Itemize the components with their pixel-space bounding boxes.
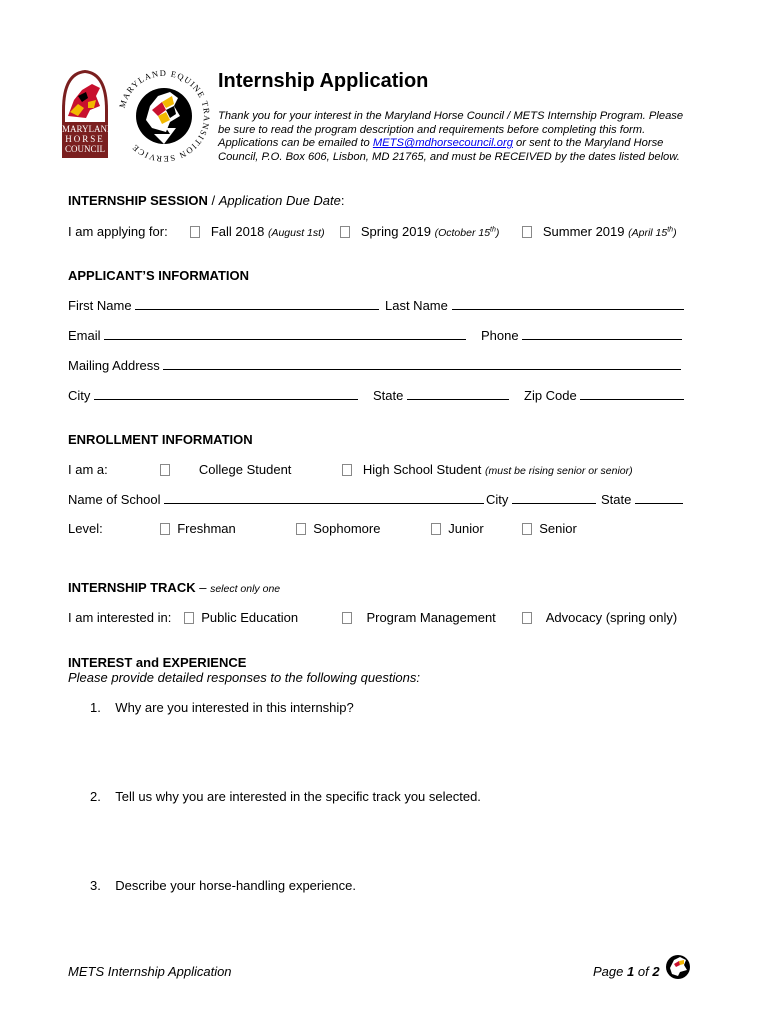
question-3: 3. Describe your horse-handling experience. [90, 878, 356, 893]
checkbox[interactable] [190, 226, 200, 238]
session-fall-label: Fall 2018 [210, 224, 265, 239]
level-label: Level: [68, 521, 103, 536]
email-row [68, 328, 466, 343]
mhc-logo-text-1: MARYLAND [62, 124, 114, 134]
first-name-label: First Name [68, 298, 132, 313]
checkbox[interactable] [342, 464, 352, 476]
footer-horse-icon [664, 952, 692, 982]
track-public-education[interactable] [184, 610, 298, 625]
page-word: Page [593, 964, 624, 979]
school-field[interactable] [164, 492, 484, 504]
session-spring-sup: th [490, 226, 496, 234]
session-option-fall[interactable] [190, 224, 325, 239]
track-heading: INTERNSHIP TRACK – select only one [68, 580, 281, 595]
school-city-label: City [486, 492, 509, 507]
city-field[interactable] [94, 388, 358, 400]
level-junior[interactable] [431, 521, 484, 536]
mets-logo [114, 66, 214, 166]
of-word: of [637, 964, 649, 979]
zip-field[interactable] [580, 388, 684, 400]
school-row [68, 492, 484, 507]
mailing-row [68, 358, 681, 373]
checkbox[interactable] [522, 226, 532, 238]
mhc-logo-text-3: COUNCIL [65, 144, 105, 154]
session-spring-label: Spring 2019 [360, 224, 431, 239]
zip-label: Zip Code [524, 388, 577, 403]
level-senior-label: Senior [539, 521, 577, 536]
intro-text [218, 110, 698, 164]
checkbox[interactable] [160, 523, 170, 535]
level-sophomore[interactable] [296, 521, 380, 536]
question-3-text: Describe your horse-handling experience. [115, 878, 356, 893]
first-name-row [68, 298, 379, 313]
city-row [68, 388, 358, 403]
interest-heading: INTEREST and EXPERIENCE [68, 655, 247, 670]
session-heading-suffix: Application Due Date [218, 193, 341, 208]
track-program-management[interactable] [342, 610, 496, 625]
checkbox[interactable] [342, 612, 352, 624]
session-spring-date: (October 15 [434, 227, 491, 239]
enrollment-heading: ENROLLMENT INFORMATION [68, 432, 253, 447]
city-label: City [68, 388, 91, 403]
high-school-option[interactable] [342, 462, 633, 477]
track-program-management-label: Program Management [366, 610, 496, 625]
mailing-field[interactable] [163, 358, 681, 370]
state-row [373, 388, 509, 403]
svg-text:MARYLAND EQUINE TRANSITION SER: MARYLAND EQUINE TRANSITION SERVICE [116, 67, 213, 165]
page-title: Internship Application [218, 70, 429, 92]
session-summer-sup: th [667, 226, 674, 234]
checkbox[interactable] [522, 523, 532, 535]
track-public-education-label: Public Education [201, 610, 299, 625]
phone-label: Phone [481, 328, 519, 343]
question-2-text: Tell us why you are interested in the specific track you selected. [115, 789, 481, 804]
mailing-label: Mailing Address [68, 358, 160, 373]
page-total: 2 [652, 964, 660, 979]
session-fall-date: (August 1st) [267, 227, 325, 239]
session-heading: INTERNSHIP SESSION / Application Due Date: [68, 193, 345, 208]
track-note: select only one [210, 583, 281, 595]
checkbox[interactable] [522, 612, 532, 624]
intro-part-2: or sent to the Maryland Horse Council, P.O. Box 606, Lisbon, MD 21765, and must be RECEIVED by the dates listed below. [218, 137, 680, 163]
college-option[interactable] [160, 462, 291, 477]
question-2: 2. Tell us why you are interested in the specific track you selected. [90, 789, 481, 804]
track-advocacy-label: Advocacy (spring only) [545, 610, 678, 625]
session-heading-label: INTERNSHIP SESSION [68, 193, 208, 208]
school-state-field[interactable] [635, 492, 683, 504]
level-senior[interactable] [522, 521, 577, 536]
session-summer-date: (April 15 [628, 227, 668, 239]
checkbox[interactable] [340, 226, 350, 238]
applying-label: I am applying for: [68, 224, 168, 239]
interest-subheading: Please provide detailed responses to the following questions: [68, 670, 420, 685]
school-state-row [601, 492, 683, 507]
email-field[interactable] [104, 328, 466, 340]
session-summer-label: Summer 2019 [542, 224, 625, 239]
level-freshman[interactable] [160, 521, 236, 536]
level-sophomore-label: Sophomore [313, 521, 381, 536]
zip-row [524, 388, 684, 403]
session-summer-close: ) [673, 227, 677, 239]
checkbox[interactable] [431, 523, 441, 535]
question-1: 1. Why are you interested in this internship? [90, 700, 354, 715]
school-state-label: State [601, 492, 632, 507]
school-city-row [486, 492, 596, 507]
last-name-row [385, 298, 684, 313]
intro-part-1: Thank you for your interest in the Maryland Horse Council / METS Internship Program. Please be sure to read the program description and requirements before completing this form. Applications can be emailed to [218, 110, 684, 150]
phone-row [481, 328, 682, 343]
email-label: Email [68, 328, 101, 343]
question-1-text: Why are you interested in this internship? [115, 700, 354, 715]
level-junior-label: Junior [448, 521, 484, 536]
checkbox[interactable] [160, 464, 170, 476]
high-school-note: (must be rising senior or senior) [485, 465, 633, 477]
track-heading-label: INTERNSHIP TRACK [68, 580, 196, 595]
checkbox[interactable] [296, 523, 306, 535]
mhc-logo-text-2: HORSE [65, 134, 105, 144]
mhc-logo [58, 66, 112, 160]
high-school-label: High School Student [362, 462, 482, 477]
school-label: Name of School [68, 492, 161, 507]
state-label: State [373, 388, 404, 403]
level-freshman-label: Freshman [177, 521, 236, 536]
interested-label: I am interested in: [68, 610, 172, 625]
session-option-summer[interactable] [522, 224, 677, 239]
phone-field[interactable] [522, 328, 682, 340]
page-number [593, 964, 660, 979]
first-name-field[interactable] [135, 298, 379, 310]
last-name-field[interactable] [452, 298, 684, 310]
email-link[interactable]: METS@mdhorsecouncil.org [372, 137, 513, 150]
state-field[interactable] [407, 388, 509, 400]
i-am-label: I am a: [68, 462, 108, 477]
last-name-label: Last Name [385, 298, 448, 313]
page-current: 1 [627, 964, 635, 979]
track-advocacy[interactable] [522, 610, 677, 625]
session-option-spring[interactable] [340, 224, 499, 239]
school-city-field[interactable] [512, 492, 596, 504]
checkbox[interactable] [184, 612, 194, 624]
college-label: College Student [198, 462, 292, 477]
applicant-heading: APPLICANT’S INFORMATION [68, 268, 250, 283]
session-spring-close: ) [495, 227, 500, 239]
footer-left: METS Internship Application [68, 964, 232, 979]
